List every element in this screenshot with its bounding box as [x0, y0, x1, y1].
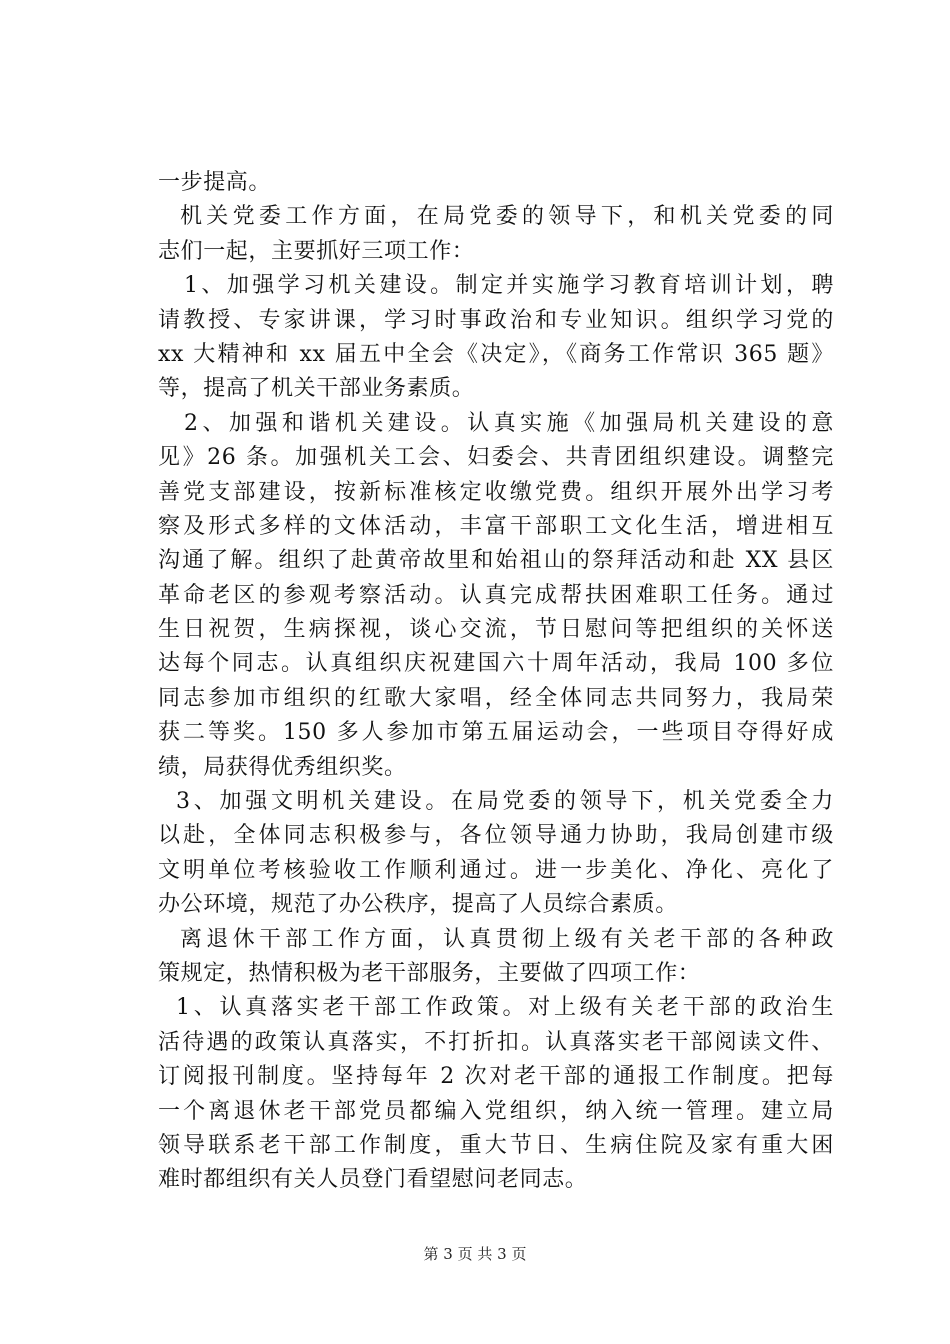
text-line: 等，提高了机关干部业务素质。: [158, 376, 475, 402]
text-line: 达每个同志。认真组织庆祝建国六十周年活动，我局 100 多位: [158, 651, 834, 677]
text-line: 文明单位考核验收工作顺利通过。进一步美化、净化、亮化了: [158, 857, 834, 883]
paragraph-start-line: 3、加强文明机关建设。在局党委的领导下，机关党委全力: [176, 789, 834, 815]
text-line: 领导联系老干部工作制度，重大节日、生病住院及家有重大困: [158, 1132, 834, 1158]
text-line: 以赴，全体同志积极参与，各位领导通力协助，我局创建市级: [158, 823, 834, 849]
text-line: 见》26 条。加强机关工会、妇委会、共青团组织建设。调整完: [158, 445, 834, 471]
text-line: 获二等奖。150 多人参加市第五届运动会，一些项目夺得好成: [158, 720, 834, 746]
document-body: [158, 166, 834, 1198]
page-number-footer: 第 3 页 共 3 页: [423, 1245, 527, 1263]
text-line: 沟通了解。组织了赴黄帝故里和始祖山的祭拜活动和赴 XX 县区: [158, 548, 834, 574]
text-line: 订阅报刊制度。坚持每年 2 次对老干部的通报工作制度。把每: [158, 1064, 834, 1090]
text-line: 策规定，热情积极为老干部服务，主要做了四项工作：: [158, 960, 701, 986]
text-line: 办公环境，规范了办公秩序，提高了人员综合素质。: [158, 892, 678, 918]
text-line: 绩，局获得优秀组织奖。: [158, 754, 407, 780]
text-line: 一个离退休老干部党员都编入党组织，纳入统一管理。建立局: [158, 1098, 834, 1124]
text-line: 一步提高。: [158, 170, 272, 195]
paragraph-start-line: 2、加强和谐机关建设。认真实施《加强局机关建设的意: [184, 410, 834, 436]
text-line: 志们一起，主要抓好三项工作：: [158, 238, 475, 264]
paragraph-start-line: 机关党委工作方面，在局党委的领导下，和机关党委的同: [180, 204, 834, 230]
paragraph-start-line: 离退休干部工作方面，认真贯彻上级有关老干部的各种政: [180, 926, 834, 952]
paragraph-start-line: 1、加强学习机关建设。制定并实施学习教育培训计划，聘: [184, 273, 834, 299]
text-line: 善党支部建设，按新标准核定收缴党费。组织开展外出学习考: [158, 479, 834, 505]
text-line: 请教授、专家讲课，学习时事政治和专业知识。组织学习党的: [158, 307, 834, 333]
text-line: xx 大精神和 xx 届五中全会《决定》，《商务工作常识 365 题》: [158, 341, 834, 367]
text-line: 难时都组织有关人员登门看望慰问老同志。: [158, 1167, 588, 1193]
text-line: 活待遇的政策认真落实，不打折扣。认真落实老干部阅读文件、: [158, 1029, 834, 1055]
text-line: 同志参加市组织的红歌大家唱，经全体同志共同努力，我局荣: [158, 685, 834, 711]
text-line: 察及形式多样的文体活动，丰富干部职工文化生活，增进相互: [158, 513, 834, 539]
text-line: 生日祝贺，生病探视，谈心交流，节日慰问等把组织的关怀送: [158, 617, 834, 643]
paragraph-start-line: 1、认真落实老干部工作政策。对上级有关老干部的政治生: [176, 995, 834, 1021]
text-line: 革命老区的参观考察活动。认真完成帮扶困难职工任务。通过: [158, 582, 834, 608]
